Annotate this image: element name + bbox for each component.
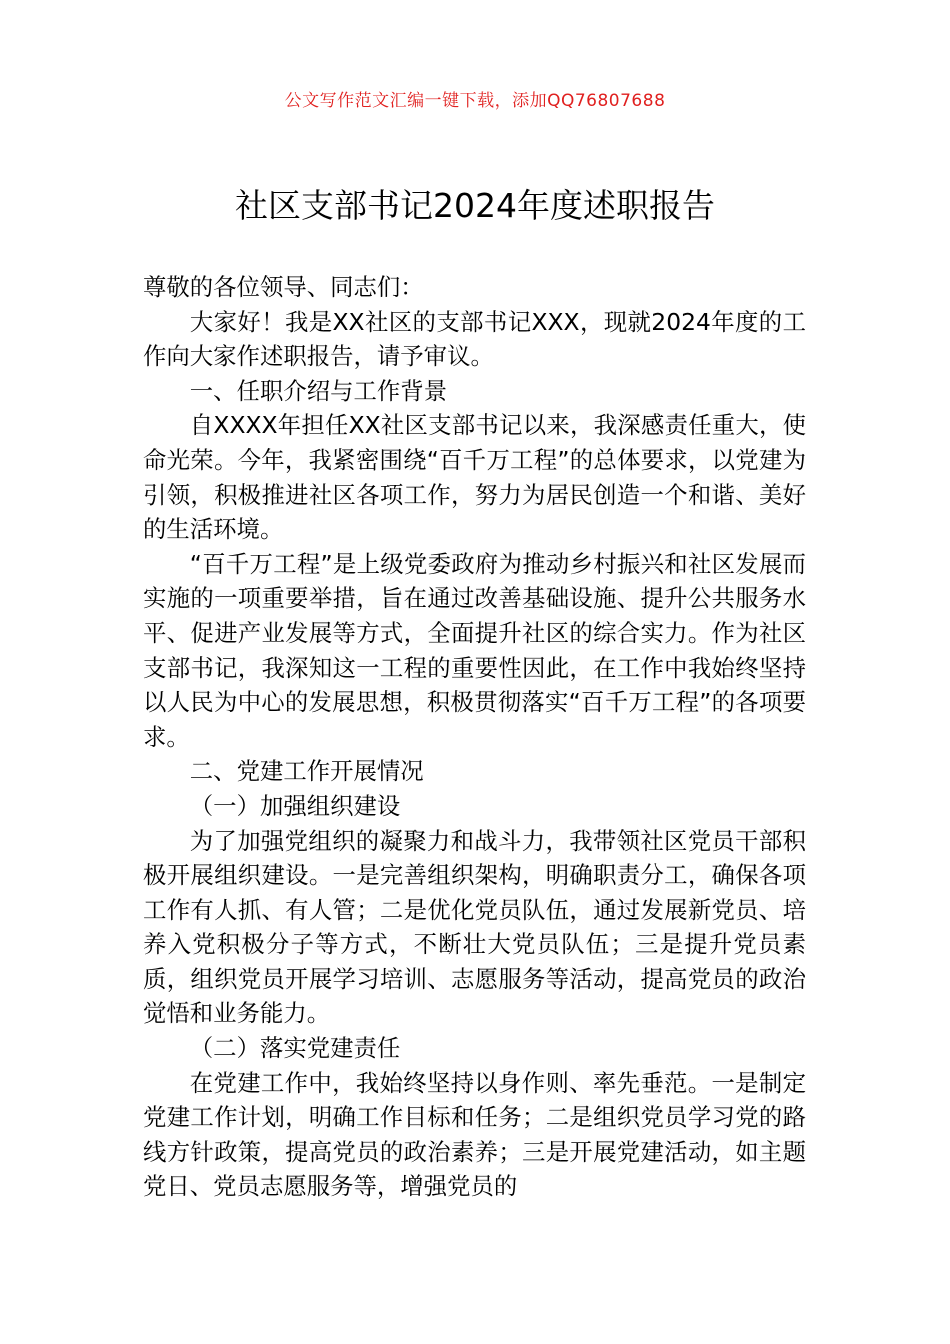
paragraph: 在党建工作中，我始终坚持以身作则、率先垂范。一是制定党建工作计划，明确工作目标和任务；二是组织党员学习党的路线方针政策，提高党员的政治素养；三是开展党建活动，如主题党日、党员志愿服务等，增强党员的: [143, 1068, 806, 1201]
subsection-heading: （一）加强组织建设: [189, 791, 401, 820]
section-heading: 一、任职介绍与工作背景: [189, 376, 448, 405]
subsection-heading: （二）落实党建责任: [189, 1034, 401, 1063]
download-banner: 公文写作范文汇编一键下载，添加QQ76807688: [284, 91, 666, 111]
paragraph: 为了加强党组织的凝聚力和战斗力，我带领社区党员干部积极开展组织建设。一是完善组织架构，明确职责分工，确保各项工作有人抓、有人管；二是优化党员队伍，通过发展新党员、培养入党积极分子等方式，不断壮大党员队伍；三是提升党员素质，组织党员开展学习培训、志愿服务等活动，提高党员的政治觉悟和业务能力。: [143, 826, 806, 1028]
paragraph: “百千万工程”是上级党委政府为推动乡村振兴和社区发展而实施的一项重要举措，旨在通过改善基础设施、提升公共服务水平、促进产业发展等方式，全面提升社区的综合实力。作为社区支部书记，我深知这一工程的重要性因此，在工作中我始终坚持以人民为中心的发展思想，积极贯彻落实“百千万工程”的各项要求。: [143, 549, 806, 751]
document-title: 社区支部书记2024年度述职报告: [235, 186, 715, 225]
paragraph: 自XXXX年担任XX社区支部书记以来，我深感责任重大，使命光荣。今年，我紧密围绕“百千万工程”的总体要求，以党建为引领，积极推进社区各项工作，努力为居民创造一个和谐、美好的生活环境。: [143, 411, 806, 544]
paragraph: 大家好！我是XX社区的支部书记XXX，现就2024年度的工作向大家作述职报告，请予审议。: [143, 307, 806, 371]
section-heading: 二、党建工作开展情况: [189, 757, 424, 786]
salutation: 尊敬的各位领导、同志们：: [143, 273, 424, 301]
document-body: [143, 270, 806, 1204]
